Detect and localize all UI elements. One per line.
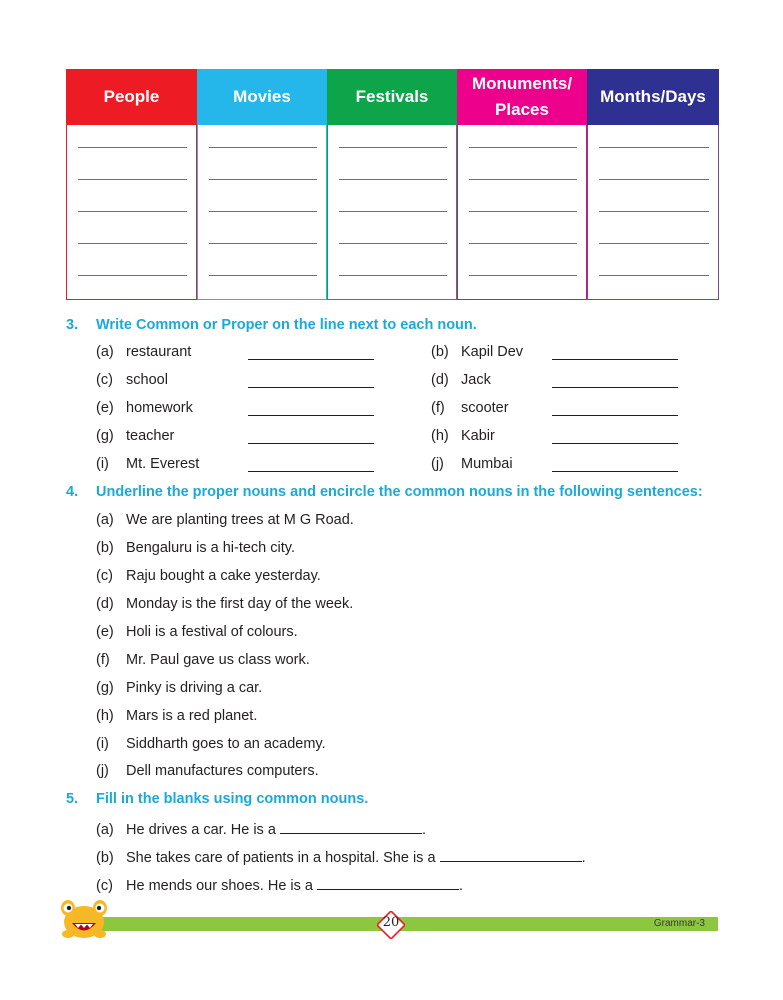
table-header-festivals: Festivals (327, 69, 457, 125)
sentence-item (96, 568, 321, 584)
noun-category-table (66, 69, 719, 300)
item-label: (g) (96, 428, 114, 444)
answer-line[interactable] (209, 275, 317, 276)
item-word: homework (126, 400, 193, 416)
answer-line[interactable] (209, 243, 317, 244)
answer-line[interactable] (209, 179, 317, 180)
table-cell-movies[interactable] (197, 125, 327, 300)
answer-line[interactable] (248, 359, 374, 360)
table-header-movies: Movies (197, 69, 327, 125)
sentence-text: Siddharth goes to an academy. (126, 736, 326, 752)
answer-line[interactable] (599, 147, 709, 148)
sentence-text: Raju bought a cake yesterday. (126, 568, 321, 584)
answer-line[interactable] (78, 179, 187, 180)
item-label: (c) (96, 372, 113, 388)
item-label: (h) (96, 708, 114, 724)
item-word: Mumbai (461, 456, 513, 472)
sentence-text: Monday is the first day of the week. (126, 596, 354, 612)
item-word: scooter (461, 400, 509, 416)
item-word: school (126, 372, 168, 388)
answer-line[interactable] (469, 243, 577, 244)
answer-line[interactable] (552, 471, 678, 472)
answer-line[interactable] (552, 387, 678, 388)
sentence-item (96, 540, 295, 556)
item-label: (b) (96, 850, 114, 866)
answer-line[interactable] (78, 243, 187, 244)
item-word: Jack (461, 372, 491, 388)
answer-line[interactable] (599, 211, 709, 212)
table-cell-festivals[interactable] (327, 125, 457, 300)
page-number: 20 (382, 915, 400, 930)
answer-line[interactable] (209, 147, 317, 148)
sentence-end: . (581, 850, 586, 866)
item-word: teacher (126, 428, 175, 444)
item-word: Kapil Dev (461, 344, 524, 360)
answer-blank[interactable] (317, 875, 459, 890)
item-label: (d) (431, 372, 449, 388)
sentence-text: Pinky is driving a car. (126, 680, 263, 696)
table-cell-people[interactable] (66, 125, 197, 300)
sentence-item (96, 652, 310, 668)
answer-line[interactable] (599, 275, 709, 276)
sentence-text: Bengaluru is a hi-tech city. (126, 540, 295, 556)
sentence-text: Holi is a festival of colours. (126, 624, 298, 640)
item-label: (h) (431, 428, 449, 444)
fill-blank-item (96, 847, 586, 866)
answer-line[interactable] (552, 359, 678, 360)
item-label: (g) (96, 680, 114, 696)
item-label: (f) (96, 652, 110, 668)
table-column-movies (197, 69, 327, 300)
section-heading: Write Common or Proper on the line next to each noun. (96, 317, 477, 333)
sentence-item (96, 763, 319, 779)
answer-line[interactable] (209, 211, 317, 212)
sentence-text: She takes care of patients in a hospital. She is a (126, 850, 436, 866)
sentence-end: . (421, 822, 426, 838)
sentence-item (96, 596, 353, 612)
answer-line[interactable] (599, 179, 709, 180)
item-word: Mt. Everest (126, 456, 200, 472)
item-label: (a) (96, 344, 114, 360)
section-number: 4. (66, 484, 79, 500)
table-column-months (587, 69, 719, 300)
fill-blank-item (96, 875, 463, 894)
item-label: (i) (96, 456, 109, 472)
item-word: restaurant (126, 344, 192, 360)
answer-line[interactable] (339, 243, 447, 244)
item-label: (a) (96, 822, 114, 838)
sentence-item (96, 736, 326, 752)
book-title: Grammar-3 (653, 918, 705, 929)
table-header-monuments: Monuments/ Places (457, 69, 587, 125)
fill-blank-item (96, 819, 426, 838)
item-label: (e) (96, 400, 114, 416)
table-column-people (66, 69, 197, 300)
item-label: (c) (96, 878, 113, 894)
item-label: (c) (96, 568, 113, 584)
answer-blank[interactable] (440, 847, 582, 862)
answer-line[interactable] (469, 275, 577, 276)
section-5-title (66, 791, 368, 807)
table-cell-months[interactable] (587, 125, 719, 300)
sentence-end: . (459, 878, 464, 894)
table-header-people: People (66, 69, 197, 125)
sentence-text: Mr. Paul gave us class work. (126, 652, 310, 668)
item-label: (b) (431, 344, 449, 360)
answer-line[interactable] (339, 211, 447, 212)
item-label: (e) (96, 624, 114, 640)
answer-line[interactable] (339, 147, 447, 148)
answer-line[interactable] (339, 179, 447, 180)
item-label: (d) (96, 596, 114, 612)
sentence-text: Dell manufactures computers. (126, 763, 319, 779)
mascot-monster-icon (58, 896, 110, 940)
answer-line[interactable] (469, 147, 577, 148)
sentence-item (96, 512, 354, 528)
sentence-item (96, 680, 262, 696)
answer-line[interactable] (552, 443, 678, 444)
table-column-festivals (327, 69, 457, 300)
answer-line[interactable] (248, 443, 374, 444)
item-label: (j) (96, 763, 109, 779)
table-column-monuments (457, 69, 587, 300)
answer-line[interactable] (78, 275, 187, 276)
sentence-item (96, 708, 257, 724)
sentence-text: We are planting trees at M G Road. (126, 512, 354, 528)
item-label: (b) (96, 540, 114, 556)
section-heading: Fill in the blanks using common nouns. (96, 791, 369, 807)
sentence-text: He mends our shoes. He is a (126, 878, 313, 894)
answer-line[interactable] (78, 147, 187, 148)
answer-line[interactable] (599, 243, 709, 244)
section-heading: Underline the proper nouns and encircle the common nouns in the following sentences: (96, 484, 703, 500)
table-cell-monuments[interactable] (457, 125, 587, 300)
answer-blank[interactable] (280, 819, 422, 834)
section-number: 3. (66, 317, 79, 333)
answer-line[interactable] (248, 387, 374, 388)
answer-line[interactable] (78, 211, 187, 212)
section-4-title (66, 484, 703, 500)
sentence-text: Mars is a red planet. (126, 708, 258, 724)
answer-line[interactable] (469, 179, 577, 180)
section-3-title (66, 317, 477, 333)
answer-line[interactable] (552, 415, 678, 416)
answer-line[interactable] (339, 275, 447, 276)
sentence-text: He drives a car. He is a (126, 822, 276, 838)
answer-line[interactable] (469, 211, 577, 212)
answer-line[interactable] (248, 415, 374, 416)
table-header-months: Months/Days (587, 69, 719, 125)
item-label: (j) (431, 456, 444, 472)
section-number: 5. (66, 791, 79, 807)
sentence-item (96, 624, 298, 640)
item-label: (a) (96, 512, 114, 528)
answer-line[interactable] (248, 471, 374, 472)
item-label: (f) (431, 400, 445, 416)
item-label: (i) (96, 736, 109, 752)
item-word: Kabir (461, 428, 495, 444)
